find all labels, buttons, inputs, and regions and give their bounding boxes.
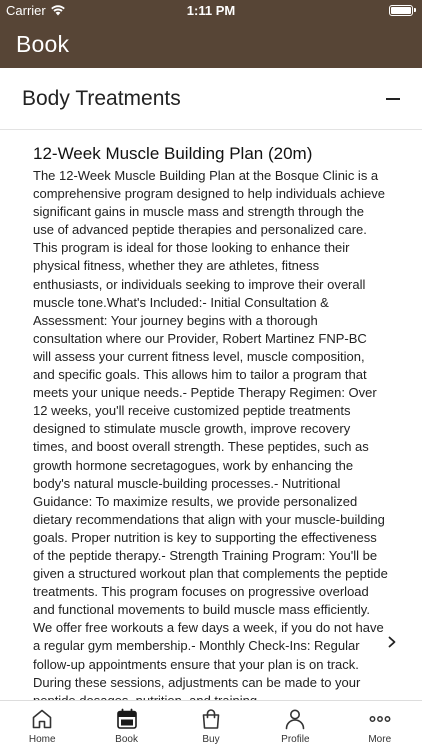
- calendar-icon: [115, 707, 139, 731]
- tab-buy[interactable]: [169, 707, 253, 745]
- nav-bar: [0, 20, 422, 68]
- battery-body: [389, 5, 413, 16]
- section-header-body-treatments[interactable]: [0, 68, 422, 130]
- minus-icon[interactable]: [386, 98, 400, 100]
- tab-label-buy: Buy: [202, 734, 220, 745]
- tab-bar: [0, 700, 422, 750]
- battery-tip: [414, 8, 416, 12]
- battery-icon: [389, 5, 416, 16]
- page-title: Book: [16, 30, 70, 57]
- carrier-label: Carrier: [6, 2, 46, 18]
- tab-label-book: Book: [115, 734, 138, 745]
- tab-home[interactable]: [0, 707, 84, 745]
- shopping-bag-icon: [199, 707, 223, 731]
- tab-label-profile: Profile: [281, 734, 310, 745]
- status-left: [6, 3, 66, 18]
- content-scroll-area[interactable]: [0, 68, 422, 700]
- home-icon: [30, 707, 54, 731]
- service-description: The 12-Week Muscle Building Plan at the Bosque Clinic is a comprehensive program designed to help individuals achieve significant gains in muscle mass and strength through the use of advanced peptide therapies and personalized care. This program is ideal for those looking to enhance their physical fitness, whether they are athletes, fitness enthusiasts, or individuals seeking to improve their overall muscle tone.What's Included:- Initial Consultation & Assessment: Your journey begins with a thorough consultation where our Provider, Robert Martinez FNP-BC will assess your current fitness level, muscle composition, and specific goals. This allows him to tailor a program that meets your unique needs.- Peptide Therapy Regimen: Over 12 weeks, you'll receive customized peptide treatments designed to stimulate muscle growth, improve recovery times, and boost overall strength. These peptides, such as growth hormone secretagogues, work by enhancing the body's natural muscle-building processes.- Nutritional Guidance: To maximize results, we provide personalized dietary recommendations that align with your muscle-building goals. Proper nutrition is key to supporting the effectiveness of the peptide therapy.- Strength Training Program: You'll be given a structured workout plan that complements the peptide treatments. This program focuses on progressive overload and functional movements to build muscle mass efficiently. We offer free workouts a few days a week, if you do not have a regular gym membership.- Monthly Check-Ins: Regular follow-up appointments ensure that your plan is on track. During these sessions, adjustments can be made to your: [33, 168, 388, 690]
- service-title: 12-Week Muscle Building Plan (20m): [33, 144, 313, 163]
- tab-profile[interactable]: [253, 707, 337, 745]
- tab-label-home: Home: [28, 734, 56, 745]
- service-item[interactable]: [0, 130, 422, 710]
- chevron-right-icon[interactable]: [386, 636, 398, 648]
- tab-more[interactable]: [338, 707, 422, 745]
- status-bar: [0, 0, 422, 20]
- more-dots-icon: [368, 707, 392, 731]
- battery-fill: [391, 7, 411, 14]
- tab-book[interactable]: [85, 707, 169, 745]
- tab-label-more: More: [368, 734, 392, 745]
- person-icon: [283, 707, 307, 731]
- wifi-icon: [50, 4, 66, 16]
- section-title: Body Treatments: [22, 86, 181, 110]
- status-time: 1:11 PM: [186, 2, 236, 18]
